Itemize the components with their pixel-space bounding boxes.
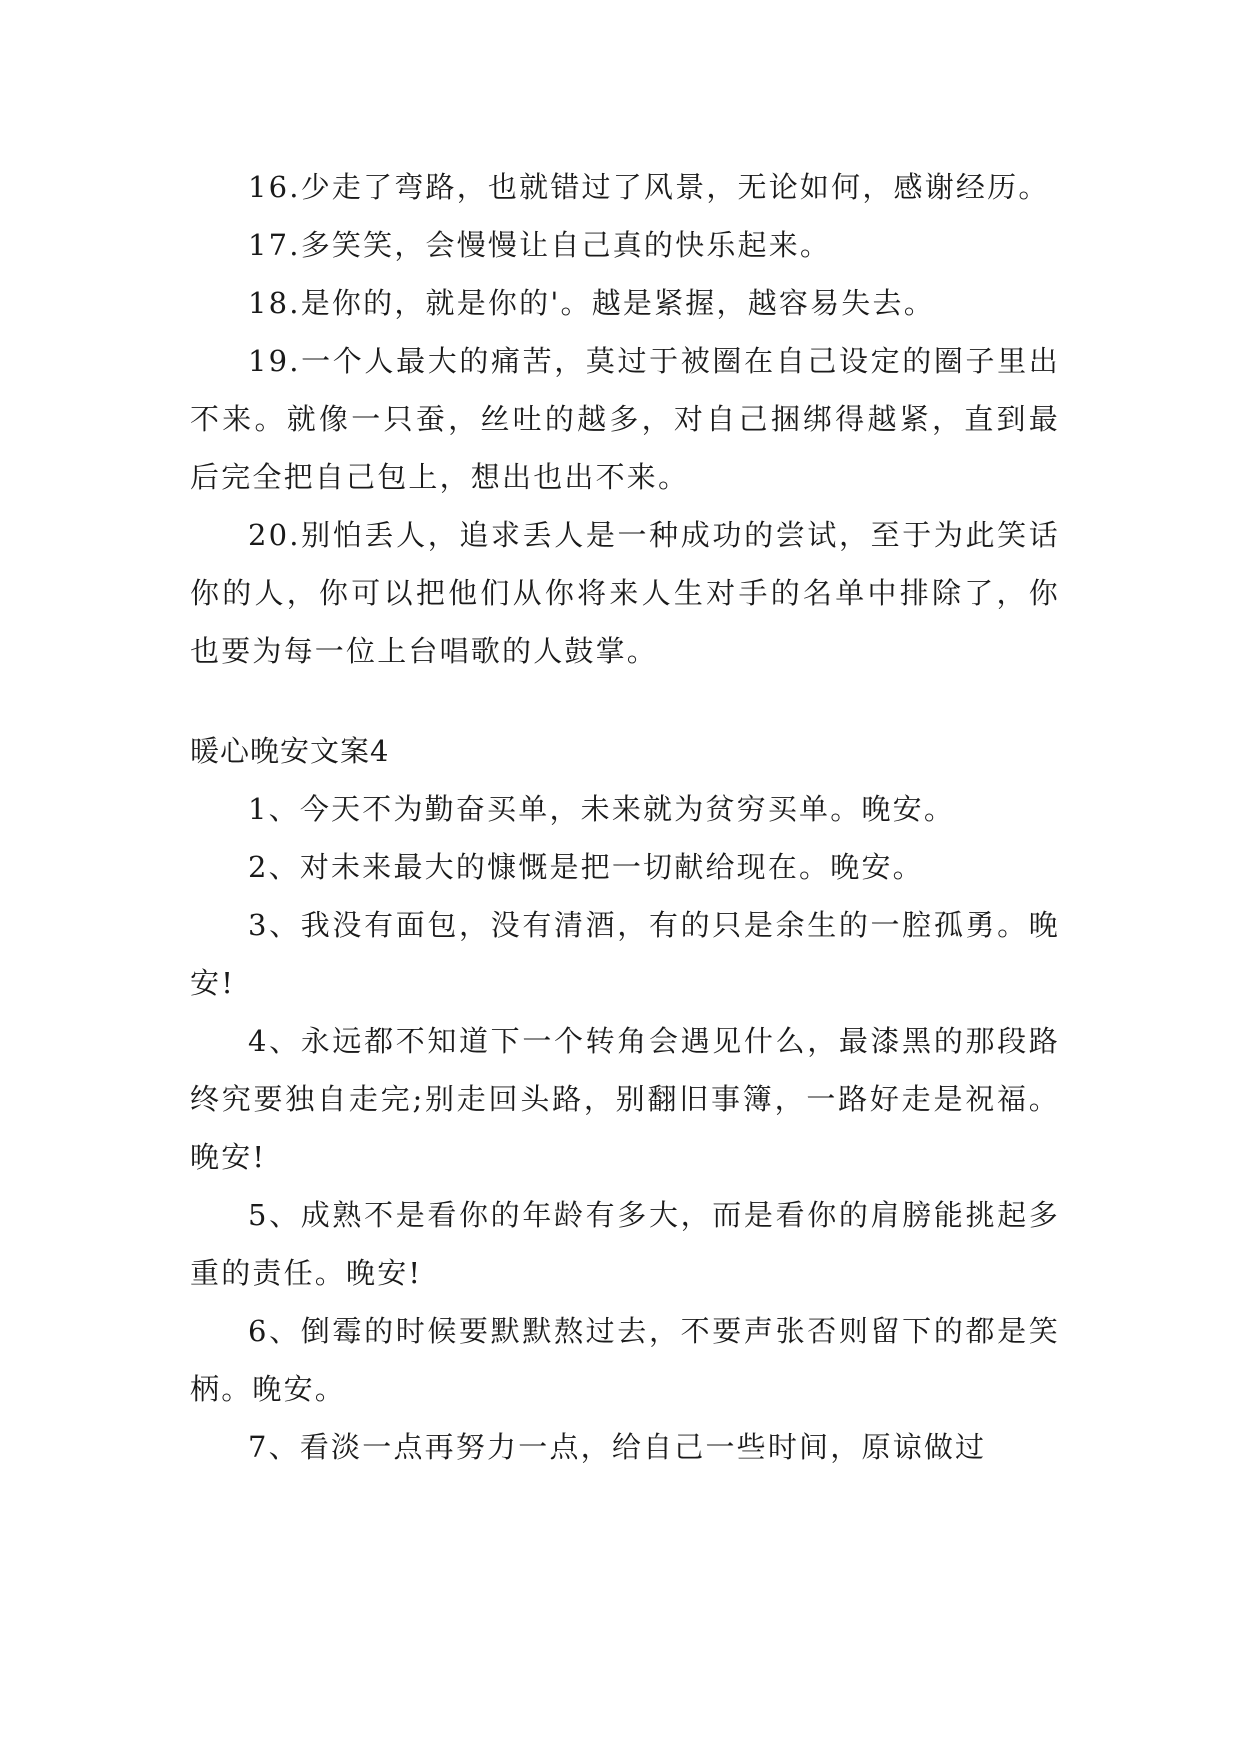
list-item: 17.多笑笑，会慢慢让自己真的快乐起来。 [248,228,832,262]
list-item: 3、我没有面包，没有清酒，有的只是余生的一腔孤勇。晚安! [190,908,1060,1000]
section-heading: 暖心晚安文案4 [190,734,390,768]
list-item: 19.一个人最大的痛苦，莫过于被圈在自己设定的圈子里出不来。就像一只蚕，丝吐的越多，对自己捆绑得越紧，直到最后完全把自己包上，想出也出不来。 [190,344,1060,494]
list-item: 5、成熟不是看你的年龄有多大，而是看你的肩膀能挑起多重的责任。晚安! [190,1198,1060,1290]
list-item: 18.是你的，就是你的'。越是紧握，越容易失去。 [248,286,935,320]
list-item: 7、看淡一点再努力一点，给自己一些时间，原谅做过 [248,1430,987,1464]
list-item: 16.少走了弯路，也就错过了风景，无论如何，感谢经历。 [248,170,1050,204]
list-item: 1、今天不为勤奋买单，未来就为贫穷买单。晚安。 [248,792,956,826]
list-item: 2、对未来最大的慷慨是把一切献给现在。晚安。 [248,850,924,884]
document-page [190,158,1060,1476]
list-item: 6、倒霉的时候要默默熬过去，不要声张否则留下的都是笑柄。晚安。 [190,1314,1060,1406]
list-item: 4、永远都不知道下一个转角会遇见什么，最漆黑的那段路终究要独自走完;别走回头路，别翻旧事簿，一路好走是祝福。晚安! [190,1024,1060,1174]
list-item: 20.别怕丢人，追求丢人是一种成功的尝试，至于为此笑话你的人，你可以把他们从你将来人生对手的名单中排除了，你也要为每一位上台唱歌的人鼓掌。 [190,518,1060,668]
